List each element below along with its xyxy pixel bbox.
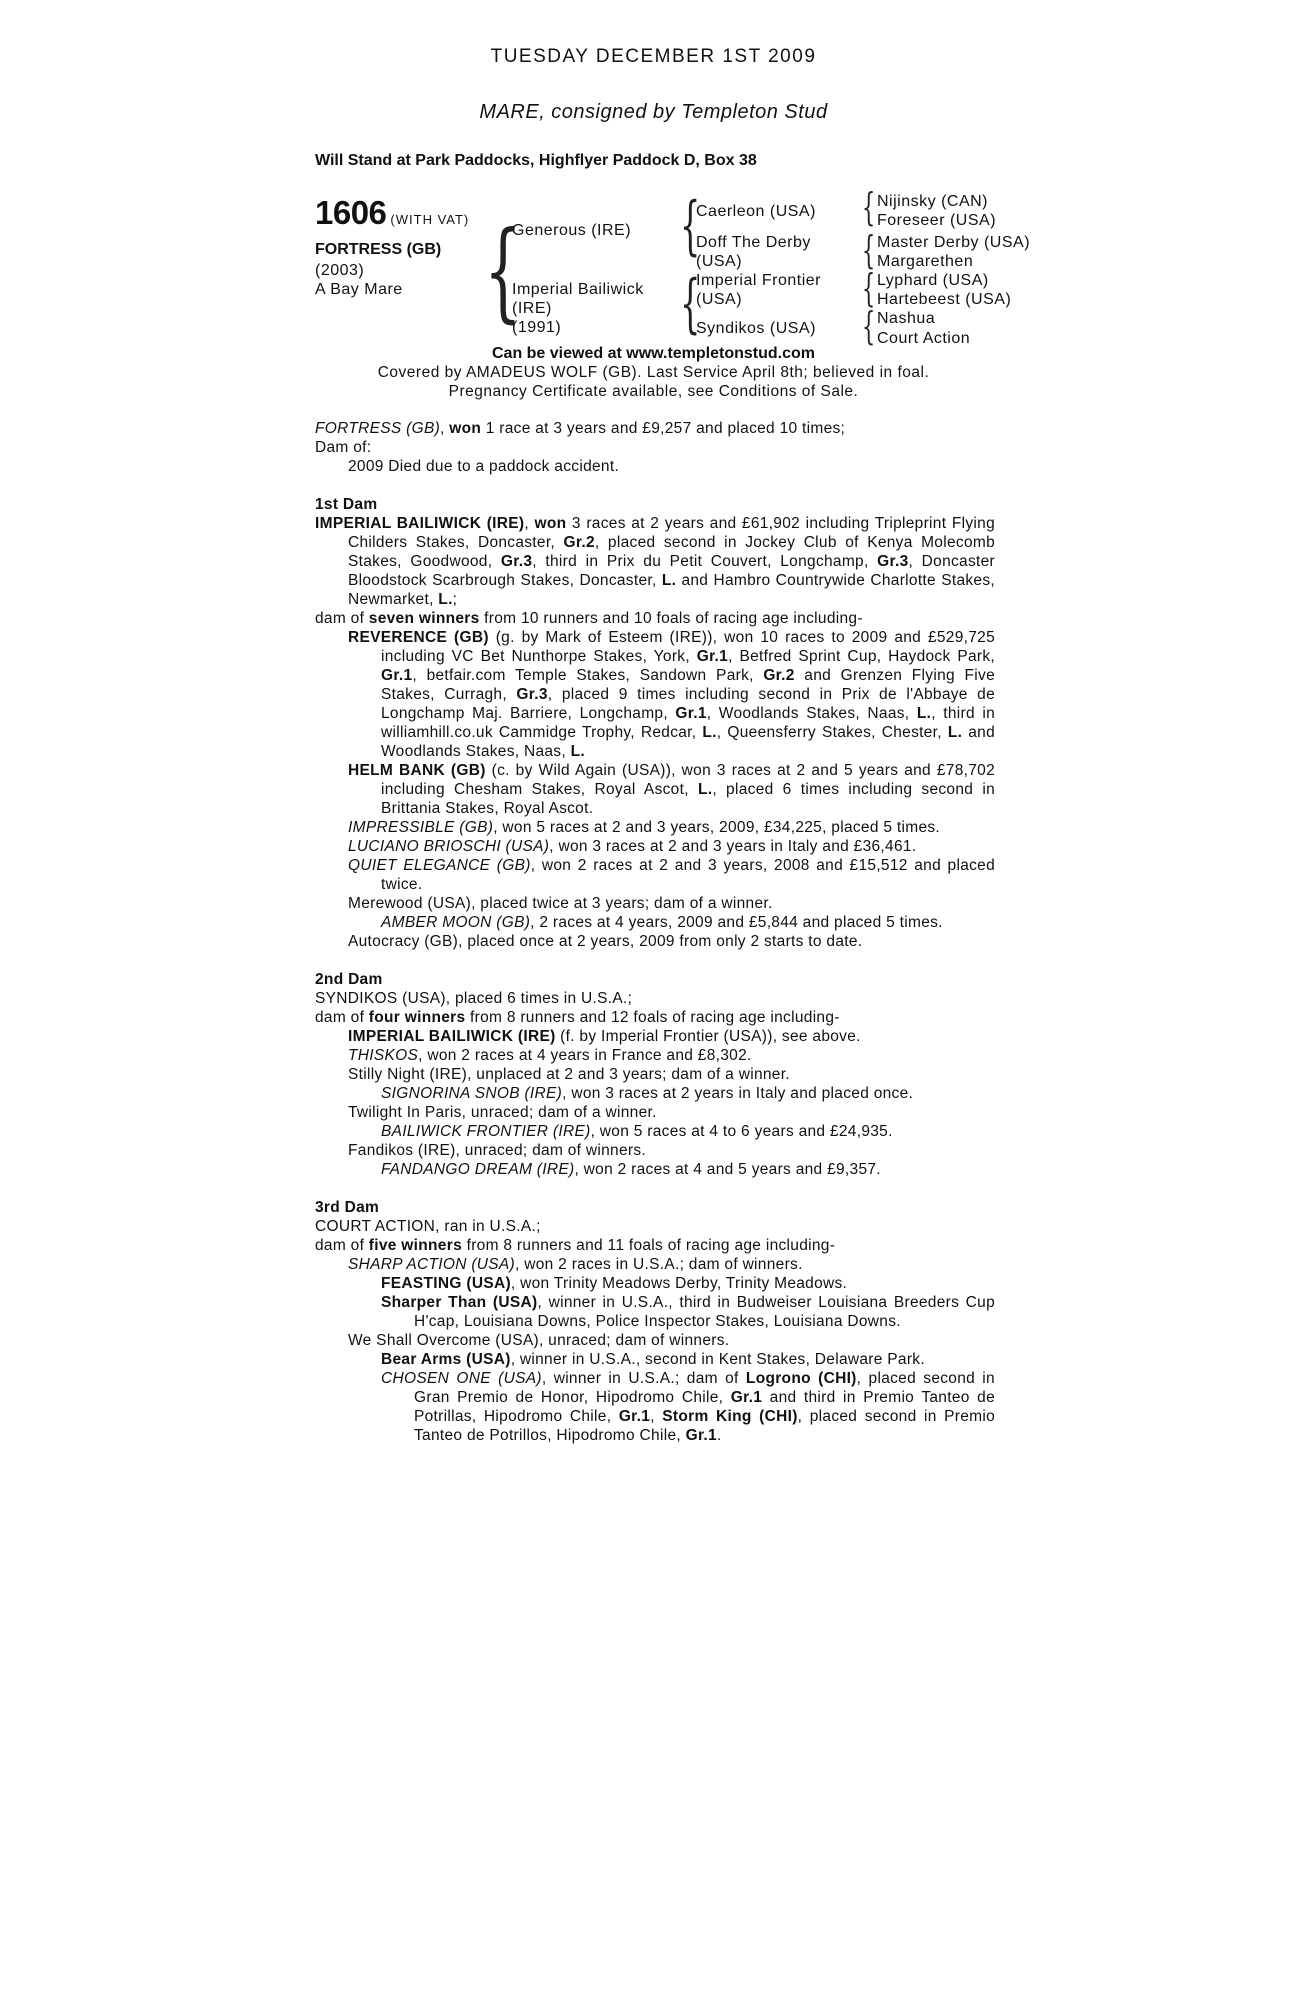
record-text: (g. by Mark of Esteem (IRE)), won 10 races to 2009 and £529,725 including VC Bet Nunthorpe Stakes, York, xyxy=(381,629,996,665)
produce-name: HELM BANK (GB) xyxy=(348,762,486,779)
produce-name: CHOSEN ONE (USA) xyxy=(381,1370,542,1387)
pedigree-brace-dam: { xyxy=(680,267,701,341)
pedigree-sire-sire: Caerleon (USA) xyxy=(696,203,816,220)
intro-record: 1 race at 3 years and £9,257 and placed 10 times; xyxy=(481,420,846,437)
record-text: and Hambro Countrywide Charlotte Stakes, Newmarket, xyxy=(348,572,995,608)
record-text: , won 5 races at 4 to 6 years and £24,935. xyxy=(590,1123,893,1140)
pedigree-dam-sire-line1: Imperial Frontier xyxy=(696,272,821,289)
first-dam-record: IMPERIAL BAILIWICK (IRE), won 3 races at 2 years and £61,902 including Tripleprint Flying Childers Stakes, Doncaster, Gr.2, placed second in Jockey Club of Kenya Molecomb Stakes, Goodwood, Gr.3, third in Prix du Petit Couvert, Longchamp, Gr.3, Doncaster Bloodstock Scarbrough Stakes, Doncaster, L. and Hambro Countrywide Charlotte Stakes, Newmarket, L.; xyxy=(315,515,996,608)
intro-dam-of: Dam of: xyxy=(315,439,372,456)
summary-text: from 10 runners and 10 foals of racing age including- xyxy=(479,610,863,627)
produce-name: IMPERIAL BAILIWICK (IRE) xyxy=(348,1028,556,1045)
record-text: , placed 9 times including second in Prix de l'Abbaye de Longchamp Maj. Barriere, Longchamp, xyxy=(381,686,995,722)
grade-label: Gr.3 xyxy=(877,553,909,570)
sale-date: TUESDAY DECEMBER 1ST 2009 xyxy=(490,46,817,67)
pedigree-brace-main: { xyxy=(484,209,522,334)
consignment-line: MARE, consigned by Templeton Stud xyxy=(479,101,828,123)
pedigree-dds: Nashua xyxy=(877,310,936,327)
record-text: , won 2 races at 4 years in France and £8,302. xyxy=(418,1047,752,1064)
produce-imperial-bailiwick xyxy=(348,1027,995,1046)
record-text: , won 2 races at 4 and 5 years and £9,357. xyxy=(574,1161,881,1178)
record-text: , won 2 races at 2 and 3 years, 2008 and £15,512 and placed twice. xyxy=(381,857,996,893)
record-text: ; xyxy=(452,591,458,608)
listed-label: L. xyxy=(916,705,932,722)
record-text: (c. by Wild Again (USA)), won 3 races at 2 and 5 years and £78,702 including Chesham Stakes, Royal Ascot, xyxy=(381,762,995,798)
pedigree-brace-dd: { xyxy=(862,304,876,348)
grade-label: Gr.2 xyxy=(763,667,795,684)
record-text: , placed second in Gran Premio de Honor, Hipodromo Chile, xyxy=(414,1370,995,1406)
produce-signorina-snob xyxy=(381,1084,995,1103)
pedigree-sire: Generous (IRE) xyxy=(512,222,632,239)
listed-label: L. xyxy=(702,724,717,741)
produce-feasting xyxy=(381,1274,995,1293)
record-text: , Doncaster Bloodstock Scarbrough Stakes, Doncaster, xyxy=(348,553,996,589)
record-text: . xyxy=(716,1427,722,1444)
record-text: , third in Prix du Petit Couvert, Longchamp, xyxy=(532,553,878,570)
summary-text: dam of xyxy=(315,610,369,627)
produce-name: REVERENCE (GB) xyxy=(348,629,489,646)
produce-name: QUIET ELEGANCE (GB) xyxy=(348,857,531,874)
stand-location: Will Stand at Park Paddocks, Highflyer Paddock D, Box 38 xyxy=(315,152,757,169)
lot-number-block xyxy=(315,194,469,232)
produce-stilly-night: Stilly Night (IRE), unplaced at 2 and 3 years; dam of a winner. xyxy=(348,1066,790,1083)
pedigree-brace-ss: { xyxy=(862,185,876,229)
listed-label: L. xyxy=(438,591,453,608)
record-text: , won Trinity Meadows Derby, Trinity Meadows. xyxy=(510,1275,848,1292)
third-dam-produce-summary xyxy=(315,1236,995,1255)
record-text: , placed 6 times including second in Brittania Stakes, Royal Ascot. xyxy=(381,781,995,817)
horse-year: (2003) xyxy=(315,262,365,279)
record-text: , 2 races at 4 years, 2009 and £5,844 and placed 5 times. xyxy=(530,914,943,931)
summary-text: dam of xyxy=(315,1237,369,1254)
produce-name: FANDANGO DREAM (IRE) xyxy=(381,1161,575,1178)
horse-name: FORTRESS (GB) xyxy=(315,241,442,258)
produce-name: SHARP ACTION (USA) xyxy=(348,1256,516,1273)
record-text: , won 3 races at 2 years in Italy and placed once. xyxy=(562,1085,914,1102)
pedigree-dam-line2: (IRE) xyxy=(512,300,552,317)
produce-quiet-elegance xyxy=(348,856,995,894)
pedigree-sdd: Margarethen xyxy=(877,253,974,270)
second-dam-heading: 2nd Dam xyxy=(315,971,383,988)
produce-name: Logrono (CHI) xyxy=(745,1370,857,1387)
produce-chosen-one xyxy=(381,1369,995,1445)
grade-label: Gr.2 xyxy=(563,534,595,551)
record-text: , Betfred Sprint Cup, Haydock Park, xyxy=(728,648,995,665)
record-text: , third in williamhill.co.uk Cammidge Trophy, Redcar, xyxy=(381,705,996,741)
record-text: , placed second in Jockey Club of Kenya Molecomb Stakes, Goodwood, xyxy=(348,534,995,570)
intro-horse-name: FORTRESS (GB) xyxy=(315,420,441,437)
produce-name: AMBER MOON (GB) xyxy=(381,914,531,931)
produce-amber-moon xyxy=(381,913,995,932)
pedigree-dss: Lyphard (USA) xyxy=(877,272,989,289)
grade-label: Gr.3 xyxy=(516,686,548,703)
record-text: , Woodlands Stakes, Naas, xyxy=(706,705,917,722)
grade-label: Gr.1 xyxy=(696,648,729,665)
grade-label: Gr.1 xyxy=(381,667,413,684)
pedigree-dam-line1: Imperial Bailiwick xyxy=(512,281,644,298)
winners-count: seven winners xyxy=(368,610,480,627)
record-text: , Queensferry Stakes, Chester, xyxy=(716,724,948,741)
pedigree-sire-dam-line1: Doff The Derby xyxy=(696,234,811,251)
produce-name: FEASTING (USA) xyxy=(381,1275,511,1292)
pedigree-brace-ds: { xyxy=(862,266,876,310)
produce-bear-arms xyxy=(381,1350,995,1369)
grade-label: Gr.1 xyxy=(685,1427,717,1444)
produce-luciano xyxy=(348,837,995,856)
grade-label: Gr.3 xyxy=(500,553,533,570)
produce-impressible xyxy=(348,818,995,837)
record-text: (f. by Imperial Frontier (USA)), see above. xyxy=(555,1028,861,1045)
listed-label: L. xyxy=(661,572,677,589)
summary-text: from 8 runners and 11 foals of racing age including- xyxy=(461,1237,836,1254)
pedigree-dsd: Hartebeest (USA) xyxy=(877,291,1012,308)
winners-count: five winners xyxy=(368,1237,462,1254)
listed-label: L. xyxy=(570,743,585,760)
pedigree-dam-sire-line2: (USA) xyxy=(696,291,743,308)
first-dam-heading: 1st Dam xyxy=(315,496,378,513)
record-text: , winner in U.S.A.; dam of xyxy=(541,1370,746,1387)
pedigree-dam-line3: (1991) xyxy=(512,319,562,336)
pregnancy-note: Pregnancy Certificate available, see Conditions of Sale. xyxy=(448,383,859,400)
produce-fandikos: Fandikos (IRE), unraced; dam of winners. xyxy=(348,1142,647,1159)
produce-sharper-than xyxy=(381,1293,995,1331)
record-text: , betfair.com Temple Stakes, Sandown Park, xyxy=(412,667,764,684)
pedigree-ssd: Foreseer (USA) xyxy=(877,212,997,229)
produce-fandango-dream xyxy=(381,1160,995,1179)
record-text: and Woodlands Stakes, Naas, xyxy=(381,724,995,760)
produce-name: Storm King (CHI) xyxy=(662,1408,798,1425)
record-text: , placed second in Premio Tanteo de Potrillos, Hipodromo Chile, xyxy=(414,1408,995,1444)
pedigree-sss: Nijinsky (CAN) xyxy=(877,193,988,210)
produce-bailiwick-frontier xyxy=(381,1122,995,1141)
pedigree-brace-sire: { xyxy=(680,189,701,263)
record-text: , won 3 races at 2 and 3 years in Italy and £36,461. xyxy=(549,838,917,855)
record-text: , won 2 races in U.S.A.; dam of winners. xyxy=(515,1256,803,1273)
grade-label: Gr.1 xyxy=(675,705,707,722)
first-dam-won: won xyxy=(534,515,567,532)
horse-description: A Bay Mare xyxy=(315,281,403,298)
catalogue-body xyxy=(315,419,995,1445)
produce-name: BAILIWICK FRONTIER (IRE) xyxy=(381,1123,591,1140)
produce-twilight: Twilight In Paris, unraced; dam of a winner. xyxy=(348,1104,657,1121)
record-text: 3 races at 2 years and £61,902 including Tripleprint Flying Childers Stakes, Doncaster, xyxy=(348,515,995,551)
produce-name: IMPRESSIBLE (GB) xyxy=(348,819,494,836)
produce-name: THISKOS xyxy=(348,1047,419,1064)
grade-label: Gr.1 xyxy=(618,1408,651,1425)
summary-text: dam of xyxy=(315,1009,369,1026)
listed-label: L. xyxy=(947,724,963,741)
covered-note: Covered by AMADEUS WOLF (GB). Last Service April 8th; believed in foal. xyxy=(377,364,930,381)
produce-name: Bear Arms (USA) xyxy=(381,1351,511,1368)
pedigree-sire-dam-line2: (USA) xyxy=(696,253,743,270)
produce-we-shall-overcome: We Shall Overcome (USA), unraced; dam of winners. xyxy=(348,1332,730,1349)
listed-label: L. xyxy=(697,781,713,798)
produce-thiskos xyxy=(348,1046,995,1065)
second-dam-produce-summary xyxy=(315,1008,995,1027)
record-text: and Grenzen Flying Five Stakes, Curragh, xyxy=(381,667,995,703)
pedigree-sds: Master Derby (USA) xyxy=(877,234,1031,251)
vat-note: (WITH VAT) xyxy=(390,212,470,227)
lot-number: 1606 xyxy=(315,194,387,231)
grade-label: Gr.1 xyxy=(730,1389,763,1406)
intro-line: FORTRESS (GB), won 1 race at 3 years and £9,257 and placed 10 times; xyxy=(315,420,846,437)
intro-won: won xyxy=(449,420,482,437)
third-dam-record: COURT ACTION, ran in U.S.A.; xyxy=(315,1218,541,1235)
produce-sharp-action xyxy=(348,1255,995,1274)
pedigree-ddd: Court Action xyxy=(877,330,971,347)
record-text: , xyxy=(650,1408,663,1425)
record-text: and third in Premio Tanteo de Potrillas, Hipodromo Chile, xyxy=(414,1389,995,1425)
record-text: , winner in U.S.A., second in Kent Stakes, Delaware Park. xyxy=(510,1351,925,1368)
pedigree-dam-dam: Syndikos (USA) xyxy=(696,320,816,337)
produce-name: Sharper Than (USA) xyxy=(381,1294,538,1311)
intro-produce: 2009 Died due to a paddock accident. xyxy=(348,458,620,475)
produce-name: LUCIANO BRIOSCHI (USA) xyxy=(348,838,550,855)
produce-autocracy: Autocracy (GB), placed once at 2 years, 2009 from only 2 starts to date. xyxy=(348,933,863,950)
first-dam-name: IMPERIAL BAILIWICK (IRE) xyxy=(315,515,525,532)
summary-text: from 8 runners and 12 foals of racing age including- xyxy=(465,1009,840,1026)
second-dam-record: SYNDIKOS (USA), placed 6 times in U.S.A.; xyxy=(315,990,633,1007)
produce-reverence xyxy=(348,628,995,761)
first-dam-produce-summary xyxy=(315,609,995,628)
pedigree-brace-sd: { xyxy=(862,228,876,272)
viewing-note: Can be viewed at www.templetonstud.com xyxy=(491,345,815,362)
produce-name: SIGNORINA SNOB (IRE) xyxy=(381,1085,563,1102)
produce-merewood: Merewood (USA), placed twice at 3 years; dam of a winner. xyxy=(348,895,773,912)
third-dam-heading: 3rd Dam xyxy=(315,1199,380,1216)
winners-count: four winners xyxy=(368,1009,466,1026)
produce-helm-bank xyxy=(348,761,995,818)
record-text: , won 5 races at 2 and 3 years, 2009, £34,225, placed 5 times. xyxy=(493,819,941,836)
record-text: , winner in U.S.A., third in Budweiser Louisiana Breeders Cup H'cap, Louisiana Downs, Police Inspector Stakes, Louisiana Downs. xyxy=(414,1294,995,1330)
